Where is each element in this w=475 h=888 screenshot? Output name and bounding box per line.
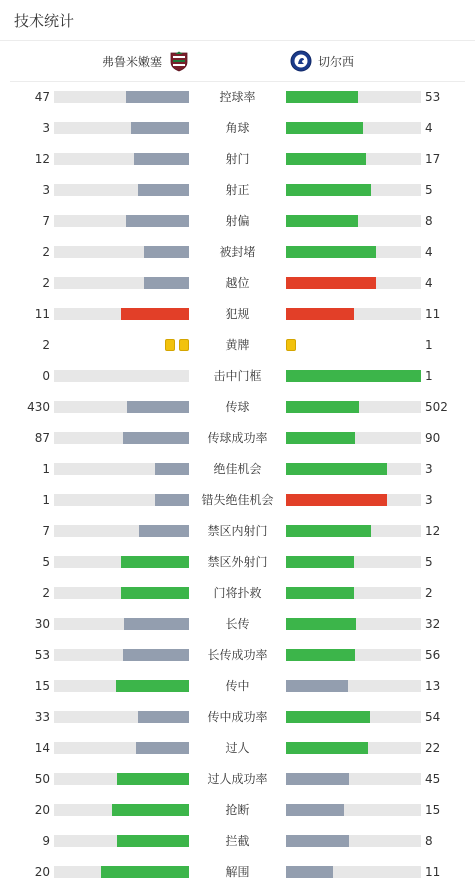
away-bar-fill — [286, 215, 358, 227]
away-value: 1 — [425, 338, 433, 352]
away-bar-fill — [286, 494, 387, 506]
stat-row — [0, 423, 475, 454]
stat-label: 射偏 — [225, 214, 250, 228]
away-bar-fill — [286, 463, 387, 475]
stat-row — [0, 578, 475, 609]
away-value: 2 — [425, 586, 433, 600]
stat-row — [0, 299, 475, 330]
away-team-name: 切尔西 — [318, 54, 355, 69]
home-value: 14 — [34, 741, 50, 755]
home-bar-fill — [155, 494, 189, 506]
home-bar-fill — [116, 680, 189, 692]
away-bar-fill — [286, 866, 333, 878]
home-value: 53 — [34, 648, 50, 662]
away-bar-track — [286, 649, 421, 661]
away-bar-fill — [286, 122, 363, 134]
stat-row — [0, 857, 475, 888]
home-value: 33 — [34, 710, 50, 724]
home-value: 12 — [34, 152, 50, 166]
stat-label: 传中成功率 — [207, 710, 268, 724]
page-title: 技术统计 — [14, 11, 75, 30]
home-bar-track — [54, 401, 189, 413]
home-bar-fill — [123, 649, 189, 661]
stat-label: 射门 — [225, 152, 250, 166]
away-bar-track — [286, 866, 421, 878]
home-bar-track — [54, 525, 189, 537]
away-bar-track — [286, 711, 421, 723]
away-bar-track — [286, 91, 421, 103]
home-bar-fill — [121, 587, 189, 599]
away-value: 32 — [425, 617, 441, 631]
home-bar-fill — [117, 773, 189, 785]
home-bar-fill — [131, 122, 189, 134]
away-value: 3 — [425, 462, 433, 476]
stat-label: 错失绝佳机会 — [201, 493, 274, 507]
home-bar-track — [54, 494, 189, 506]
away-bar-fill — [286, 91, 358, 103]
stat-row — [0, 485, 475, 516]
home-value: 7 — [42, 214, 50, 228]
away-bar-track — [286, 618, 421, 630]
away-value: 15 — [425, 803, 441, 817]
home-bar-fill — [127, 401, 189, 413]
stat-label: 传球 — [225, 400, 250, 414]
home-bar-track — [54, 91, 189, 103]
stat-row — [0, 392, 475, 423]
away-bar-fill — [286, 649, 355, 661]
stat-row — [0, 795, 475, 826]
home-value: 2 — [42, 338, 50, 352]
home-bar-fill — [136, 742, 189, 754]
home-bar-fill — [123, 432, 189, 444]
home-bar-track — [54, 370, 189, 382]
stat-label: 解围 — [225, 865, 250, 879]
home-bar-track — [54, 773, 189, 785]
home-value: 9 — [42, 834, 50, 848]
home-bar-fill — [144, 277, 189, 289]
home-team[interactable] — [102, 41, 190, 81]
home-value: 20 — [34, 865, 50, 879]
away-bar-fill — [286, 804, 344, 816]
away-value: 8 — [425, 214, 433, 228]
home-value: 87 — [34, 431, 50, 445]
home-bar-fill — [155, 463, 189, 475]
home-bar-track — [54, 184, 189, 196]
home-value: 5 — [42, 555, 50, 569]
home-value: 3 — [42, 183, 50, 197]
home-value: 0 — [42, 369, 50, 383]
home-bar-track — [54, 711, 189, 723]
away-bar-track — [286, 680, 421, 692]
away-value: 13 — [425, 679, 441, 693]
fluminense-crest-icon — [168, 50, 190, 72]
away-bar-fill — [286, 556, 354, 568]
away-value: 4 — [425, 121, 433, 135]
stat-row — [0, 702, 475, 733]
stat-label: 过人成功率 — [207, 772, 268, 786]
away-bar-fill — [286, 525, 371, 537]
stat-label: 禁区外射门 — [207, 555, 268, 569]
stat-row — [0, 206, 475, 237]
away-yellow-cards — [286, 339, 296, 351]
away-value: 8 — [425, 834, 433, 848]
home-bar-track — [54, 432, 189, 444]
away-bar-track — [286, 494, 421, 506]
stat-row — [0, 547, 475, 578]
away-value: 22 — [425, 741, 441, 755]
away-bar-track — [286, 277, 421, 289]
home-bar-track — [54, 587, 189, 599]
away-bar-track — [286, 401, 421, 413]
home-bar-fill — [138, 711, 189, 723]
home-bar-track — [54, 463, 189, 475]
away-bar-fill — [286, 618, 356, 630]
away-bar-track — [286, 525, 421, 537]
away-bar-track — [286, 587, 421, 599]
away-bar-fill — [286, 184, 371, 196]
home-bar-track — [54, 680, 189, 692]
stat-label: 角球 — [225, 121, 250, 135]
home-team-name: 弗鲁米嫩塞 — [102, 54, 163, 69]
home-bar-track — [54, 618, 189, 630]
away-bar-fill — [286, 370, 421, 382]
teams-header — [10, 41, 465, 82]
away-bar-track — [286, 246, 421, 258]
page-header — [0, 0, 475, 41]
home-bar-track — [54, 804, 189, 816]
home-value: 15 — [34, 679, 50, 693]
stat-row — [0, 330, 475, 361]
home-value: 1 — [42, 462, 50, 476]
away-value: 3 — [425, 493, 433, 507]
away-value: 54 — [425, 710, 441, 724]
home-bar-track — [54, 556, 189, 568]
home-bar-track — [54, 835, 189, 847]
home-bar-fill — [124, 618, 189, 630]
stat-label: 门将扑救 — [213, 586, 262, 600]
home-bar-fill — [134, 153, 189, 165]
away-bar-track — [286, 122, 421, 134]
home-bar-track — [54, 122, 189, 134]
stat-label: 长传 — [225, 617, 250, 631]
home-bar-fill — [138, 184, 189, 196]
home-bar-fill — [126, 215, 189, 227]
stat-label: 抢断 — [225, 803, 250, 817]
away-value: 11 — [425, 307, 441, 321]
stat-row — [0, 113, 475, 144]
away-bar-fill — [286, 153, 366, 165]
away-bar-fill — [286, 742, 368, 754]
away-bar-track — [286, 215, 421, 227]
yellow-card-icon — [286, 339, 296, 351]
stat-row — [0, 826, 475, 857]
away-value: 4 — [425, 245, 433, 259]
home-value: 2 — [42, 276, 50, 290]
home-value: 2 — [42, 586, 50, 600]
stat-label: 黄牌 — [225, 338, 250, 352]
home-bar-fill — [101, 866, 189, 878]
away-value: 17 — [425, 152, 441, 166]
away-bar-fill — [286, 587, 354, 599]
home-bar-track — [54, 742, 189, 754]
home-bar-fill — [139, 525, 189, 537]
stat-row — [0, 733, 475, 764]
home-yellow-cards — [165, 339, 189, 351]
home-value: 30 — [34, 617, 50, 631]
stat-label: 长传成功率 — [207, 648, 268, 662]
home-bar-fill — [112, 804, 189, 816]
stat-row — [0, 175, 475, 206]
away-bar-track — [286, 556, 421, 568]
stat-label: 击中门框 — [213, 369, 262, 383]
stat-label: 禁区内射门 — [207, 524, 268, 538]
stat-label: 拦截 — [225, 834, 250, 848]
away-value: 5 — [425, 183, 433, 197]
stat-row — [0, 82, 475, 113]
home-bar-fill — [144, 246, 189, 258]
away-bar-fill — [286, 711, 370, 723]
away-bar-track — [286, 370, 421, 382]
chelsea-crest-icon — [290, 50, 312, 72]
home-bar-track — [54, 246, 189, 258]
away-value: 502 — [425, 400, 448, 414]
away-value: 5 — [425, 555, 433, 569]
home-bar-track — [54, 866, 189, 878]
away-bar-fill — [286, 246, 376, 258]
home-value: 11 — [34, 307, 50, 321]
stat-row — [0, 268, 475, 299]
away-team[interactable] — [290, 41, 354, 81]
away-bar-track — [286, 835, 421, 847]
stat-label: 射正 — [225, 183, 250, 197]
stat-label: 控球率 — [219, 90, 256, 104]
away-bar-fill — [286, 432, 355, 444]
home-value: 3 — [42, 121, 50, 135]
stat-label: 绝佳机会 — [213, 462, 262, 476]
stat-label: 传球成功率 — [207, 431, 268, 445]
away-value: 12 — [425, 524, 441, 538]
home-bar-track — [54, 277, 189, 289]
away-value: 56 — [425, 648, 441, 662]
away-value: 45 — [425, 772, 441, 786]
stat-row — [0, 144, 475, 175]
away-bar-fill — [286, 773, 349, 785]
home-value: 50 — [34, 772, 50, 786]
away-bar-track — [286, 463, 421, 475]
home-bar-fill — [121, 556, 189, 568]
home-value: 1 — [42, 493, 50, 507]
stat-row — [0, 609, 475, 640]
stat-row — [0, 454, 475, 485]
stat-row — [0, 237, 475, 268]
stat-row — [0, 671, 475, 702]
away-bar-track — [286, 184, 421, 196]
away-bar-track — [286, 308, 421, 320]
away-bar-track — [286, 804, 421, 816]
yellow-card-icon — [165, 339, 175, 351]
stat-row — [0, 640, 475, 671]
away-bar-fill — [286, 277, 376, 289]
away-bar-fill — [286, 680, 348, 692]
stat-row — [0, 764, 475, 795]
stat-row — [0, 516, 475, 547]
home-bar-track — [54, 649, 189, 661]
yellow-card-icon — [179, 339, 189, 351]
home-bar-track — [54, 308, 189, 320]
home-bar-fill — [126, 91, 189, 103]
home-bar-track — [54, 153, 189, 165]
stat-label: 犯规 — [225, 307, 250, 321]
away-value: 90 — [425, 431, 441, 445]
home-value: 2 — [42, 245, 50, 259]
home-bar-track — [54, 215, 189, 227]
stat-label: 越位 — [225, 276, 250, 290]
away-bar-track — [286, 773, 421, 785]
away-bar-fill — [286, 401, 359, 413]
stat-row — [0, 361, 475, 392]
home-value: 430 — [27, 400, 50, 414]
away-value: 4 — [425, 276, 433, 290]
away-bar-track — [286, 432, 421, 444]
home-value: 47 — [34, 90, 50, 104]
away-value: 11 — [425, 865, 441, 879]
away-bar-fill — [286, 308, 354, 320]
home-value: 7 — [42, 524, 50, 538]
stat-label: 过人 — [225, 741, 250, 755]
away-value: 53 — [425, 90, 441, 104]
away-bar-fill — [286, 835, 349, 847]
stat-label: 传中 — [225, 679, 250, 693]
stat-label: 被封堵 — [219, 245, 256, 259]
away-bar-track — [286, 742, 421, 754]
home-value: 20 — [34, 803, 50, 817]
away-bar-track — [286, 153, 421, 165]
home-bar-fill — [121, 308, 189, 320]
home-bar-fill — [117, 835, 189, 847]
away-value: 1 — [425, 369, 433, 383]
